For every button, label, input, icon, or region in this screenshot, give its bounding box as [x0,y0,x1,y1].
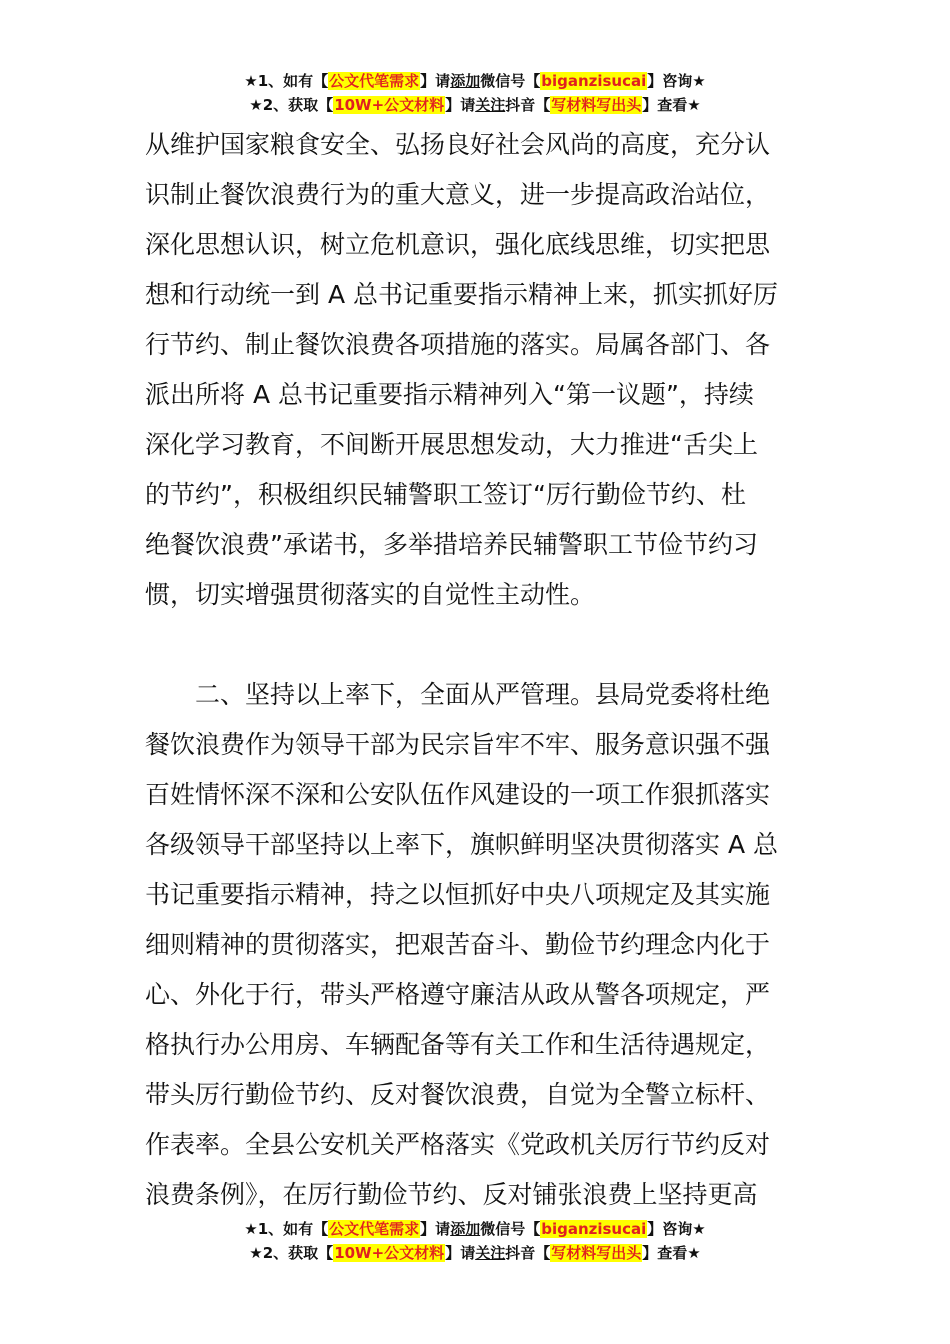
text-line: 格执行办公用房、车辆配备等有关工作和生活待遇规定， [145,1030,771,1059]
text-line: 带头厉行勤俭节约、反对餐饮浪费，自觉为全警立标杆、 [145,1080,771,1109]
banner-text: ★1、如有【 [244,72,329,90]
banner-underlined-text: 关注 [475,1244,506,1262]
banner-highlight: 10W+公文材料 [334,1244,445,1262]
text-line: 细则精神的贯彻落实，把艰苦奋斗、勤俭节约理念内化于 [145,930,771,959]
text-line: 深化学习教育，不间断开展思想发动，大力推进“舌尖上 [145,430,758,459]
text-line: 深化思想认识，树立危机意识，强化底线思维，切实把思 [145,230,771,259]
text-line: 想和行动统一到 A 总书记重要指示精神上来，抓实抓好厉 [145,280,778,309]
banner-text: 】请 [445,96,476,114]
banner-text: ★2、获取【 [249,1244,334,1262]
footer-banner [0,1218,950,1266]
banner-text: 】请 [445,1244,476,1262]
banner-highlight: 10W+公文材料 [334,96,445,114]
banner-text: 微信号【 [480,1220,541,1238]
text-line: 从维护国家粮食安全、弘扬良好社会风尚的高度，充分认 [145,130,771,159]
text-line: 惯，切实增强贯彻落实的自觉性主动性。 [145,580,596,609]
banner-underlined-text: 添加 [450,72,481,90]
banner-text: ★1、如有【 [244,1220,329,1238]
text-line: 浪费条例》，在厉行勤俭节约、反对铺张浪费上坚持更高 [145,1180,758,1209]
paragraph-2 [145,670,810,1220]
paragraph-1 [145,120,810,620]
banner-wechat-id: biganzisucai [541,72,647,90]
document-body [145,120,810,1220]
text-line: 心、外化于行，带头严格遵守廉洁从政从警各项规定，严 [145,980,771,1009]
text-line: 行节约、制止餐饮浪费各项措施的落实。局属各部门、各 [145,330,771,359]
banner-underlined-text: 添加 [450,1220,481,1238]
banner-douyin-id: 写材料写出头 [551,1244,642,1262]
banner-line-2 [0,94,950,118]
banner-text: 】咨询★ [647,72,706,90]
banner-highlight: 公文代笔需求 [329,72,420,90]
text-line: 绝餐饮浪费”承诺书，多举措培养民辅警职工节俭节约习 [145,530,758,559]
banner-text: 】咨询★ [647,1220,706,1238]
banner-douyin-id: 写材料写出头 [551,96,642,114]
text-line: 二、坚持以上率下，全面从严管理。县局党委将杜绝 [145,680,771,709]
text-line: 餐饮浪费作为领导干部为民宗旨牢不牢、服务意识强不强 [145,730,771,759]
text-line: 的节约”，积极组织民辅警职工签订“厉行勤俭节约、杜 [145,480,746,509]
text-line: 百姓情怀深不深和公安队伍作风建设的一项工作狠抓落实 [145,780,771,809]
banner-text: 】请 [420,1220,451,1238]
banner-line-1 [0,70,950,94]
banner-line-1 [0,1218,950,1242]
banner-underlined-text: 关注 [475,96,506,114]
banner-text: 抖音【 [505,96,551,114]
banner-text: 】查看★ [642,1244,701,1262]
banner-line-2 [0,1242,950,1266]
paragraph-gap [145,620,810,670]
banner-text: 】请 [420,72,451,90]
banner-text: 抖音【 [505,1244,551,1262]
text-line: 书记重要指示精神，持之以恒抓好中央八项规定及其实施 [145,880,771,909]
banner-text: 微信号【 [480,72,541,90]
text-line: 作表率。全县公安机关严格落实《党政机关厉行节约反对 [145,1130,771,1159]
text-line: 各级领导干部坚持以上率下，旗帜鲜明坚决贯彻落实 A 总 [145,830,778,859]
banner-text: 】查看★ [642,96,701,114]
banner-highlight: 公文代笔需求 [329,1220,420,1238]
text-line: 识制止餐饮浪费行为的重大意义，进一步提高政治站位， [145,180,771,209]
text-line: 派出所将 A 总书记重要指示精神列入“第一议题”，持续 [145,380,754,409]
banner-wechat-id: biganzisucai [541,1220,647,1238]
banner-text: ★2、获取【 [249,96,334,114]
header-banner [0,70,950,118]
